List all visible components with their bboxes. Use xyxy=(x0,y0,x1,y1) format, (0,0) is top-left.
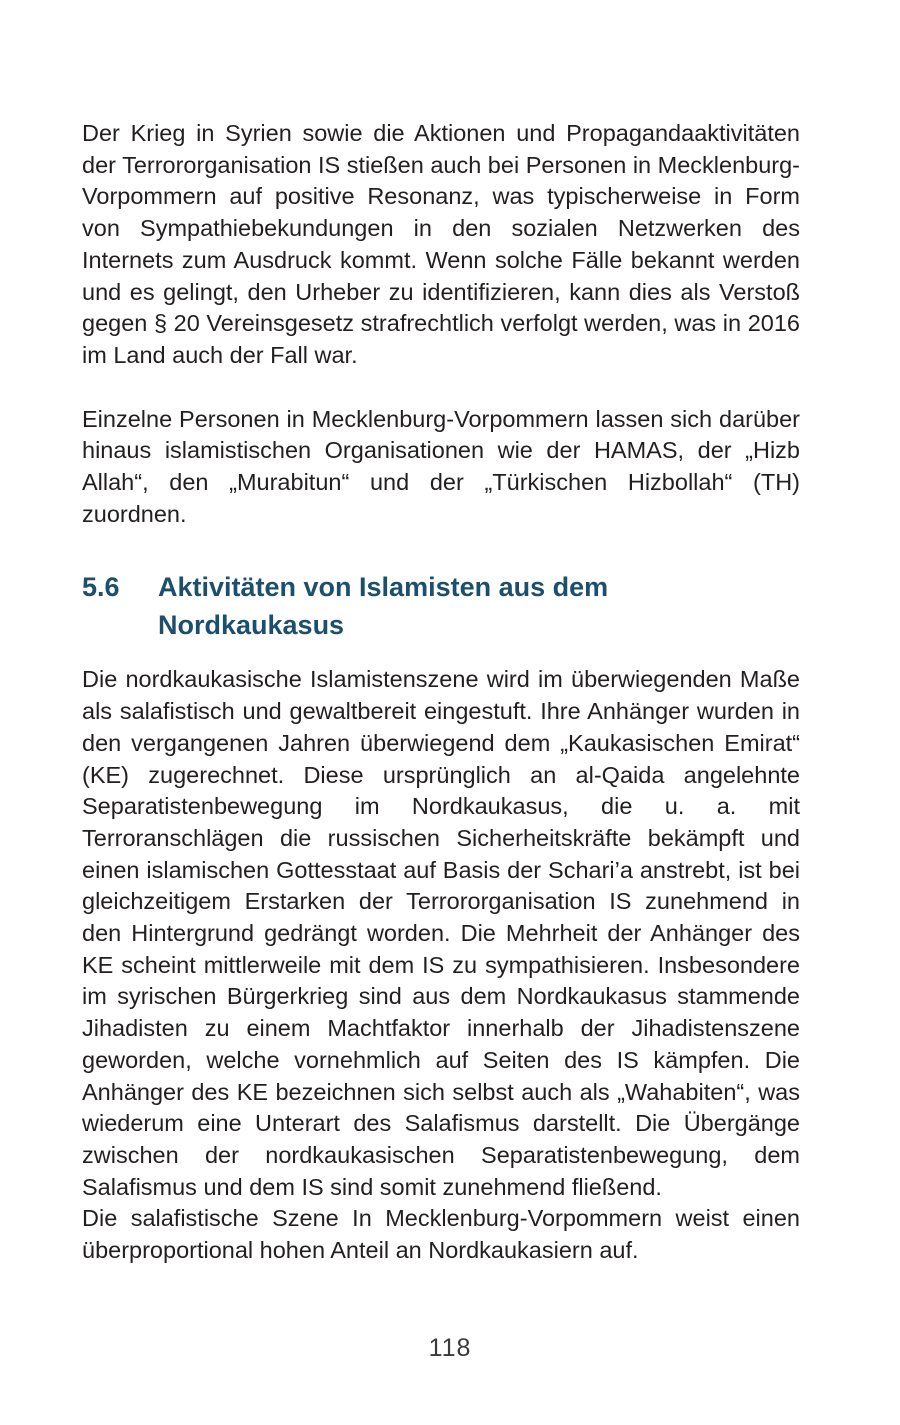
paragraph-salafist-scene: Die salafistische Szene In Mecklenburg-Vorpommern weist einen überproportional hohen Anteil an Nordkaukasiern auf. xyxy=(82,1205,800,1264)
paragraph-is-sympathy: Der Krieg in Syrien sowie die Aktionen und Propagandaaktivitäten der Terrororganisation IS stießen auch bei Personen in Mecklenburg-Vorpommern auf positive Resonanz, was typischerweise in Form von Sympathiebekundungen in den sozialen Netzwerken des Internets zum Ausdruck kommt. Wenn solche Fälle bekannt werden und es gelingt, den Urheber zu identifizieren, kann dies als Verstoß gegen § 20 Vereinsgesetz strafrechtlich verfolgt werden, was in 2016 im Land auch der Fall war. xyxy=(82,120,801,368)
section-number: 5.6 xyxy=(82,572,120,603)
page-number: 118 xyxy=(428,1334,472,1362)
paragraph-spacer xyxy=(82,372,800,404)
paragraph-organisations: Einzelne Personen in Mecklenburg-Vorpommern lassen sich darüber hinaus islamistischen Organisationen wie der HAMAS, der „Hizb Allah“, den „Murabitun“ und der „Türkischen Hizbollah“ (TH) zuordnen. xyxy=(82,405,800,527)
section-heading xyxy=(82,568,800,644)
paragraph-nordkaukasus: Die nordkaukasische Islamistenszene wird im überwiegenden Maße als salafistisch und gewaltbereit eingestuft. Ihre Anhänger wurden in den vergangenen Jahren überwiegend dem „Kaukasischen Emirat“ (KE) zugerechnet. Diese ursprünglich an al-Qaida angelehnte Separatistenbewegung im Nordkaukasus, die u. a. mit Terroranschlägen die russischen Sicherheitskräfte bekämpft und einen islamischen Gottesstaat auf Basis der Schari’a anstrebt, ist bei gleichzeitigem Erstarken der Terrororganisation IS zunehmend in den Hintergrund gedrängt worden. Die Mehrheit der Anhänger des KE scheint mittlerweile mit dem IS zu sympathisieren. Insbesondere im syrischen Bürgerkrieg sind aus dem Nordkaukasus stammende Jihadisten zu einem Machtfaktor innerhalb der Jihadistenszene geworden, welche vornehmlich auf Seiten des IS kämpfen. Die Anhänger des KE bezeichnen sich selbst auch als „Wahabiten“, was wiederum eine Unterart des Salafismus darstellt. Die Übergänge zwischen der nordkaukasischen Separatistenbewegung, dem Salafismus und dem IS sind somit zunehmend fließend. xyxy=(82,666,800,1200)
section-title: Aktivitäten von Islamisten aus dem Nordkaukasus xyxy=(158,572,609,641)
page-content xyxy=(82,118,800,1267)
